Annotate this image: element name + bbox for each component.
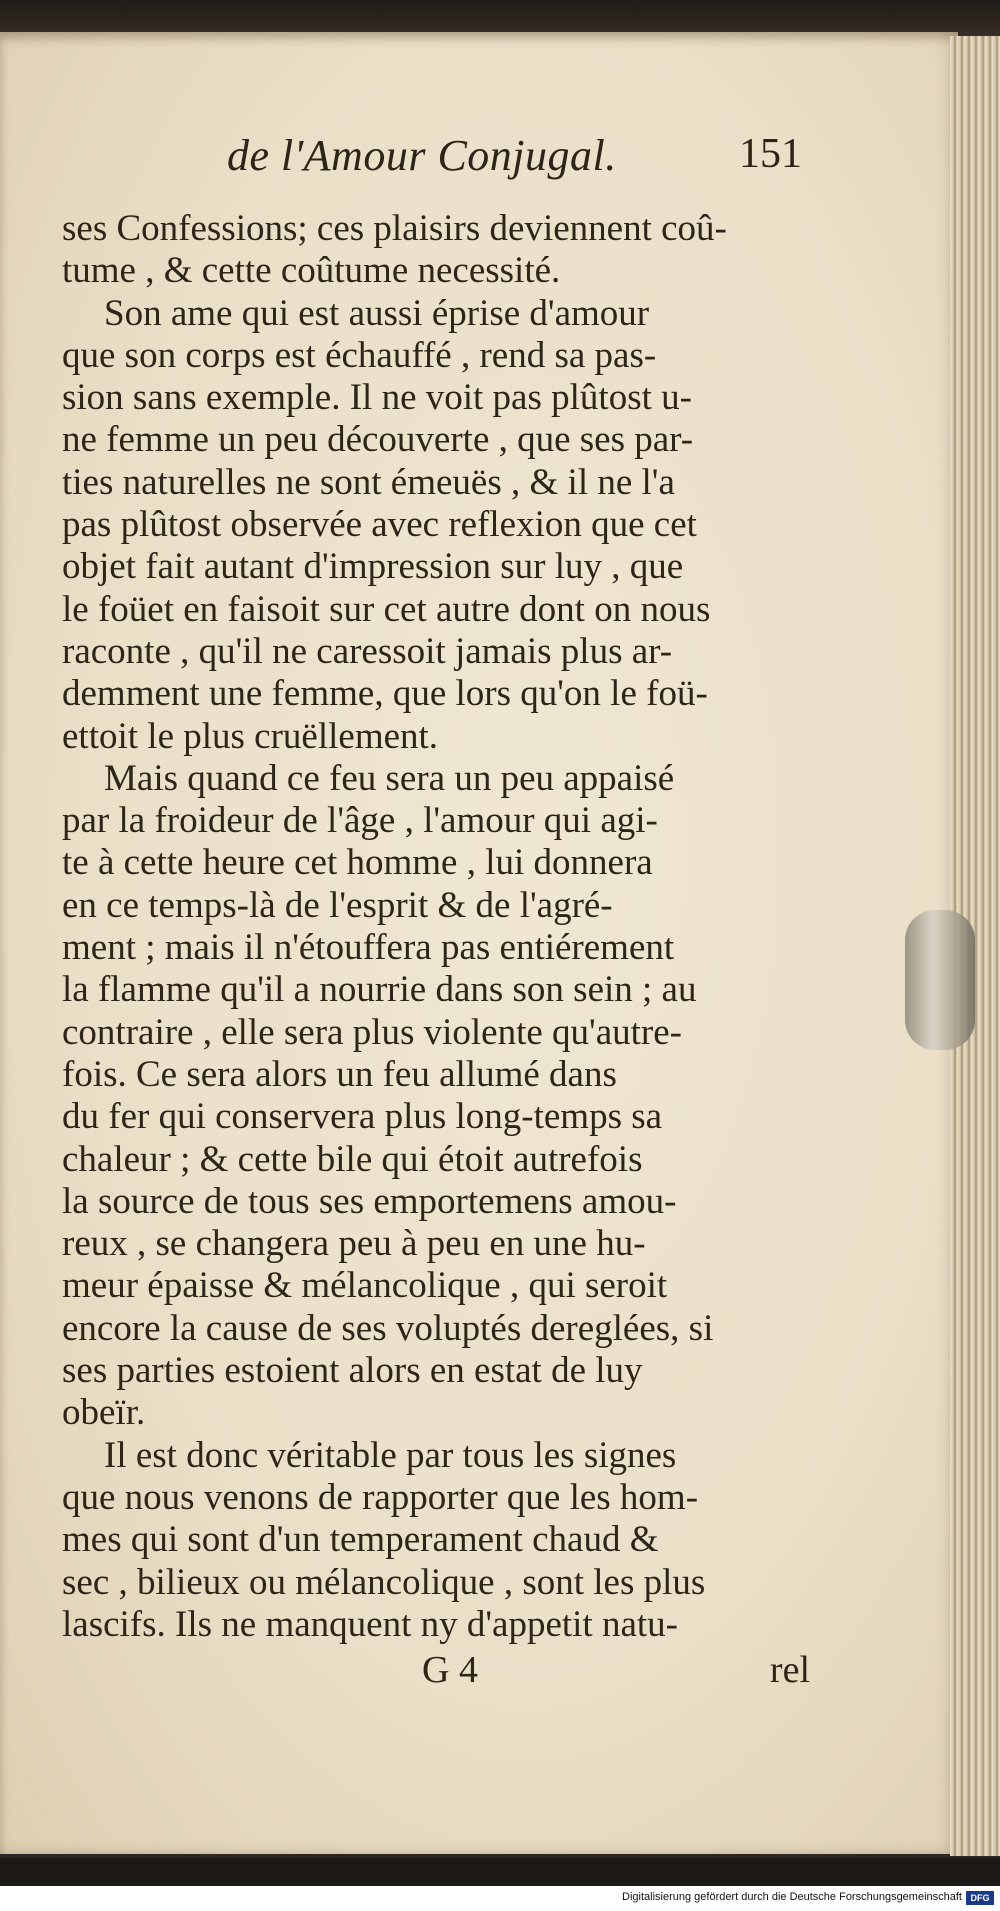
text-line: meur épaisse & mélancolique , qui seroit — [62, 1265, 668, 1307]
text-line: lascifs. Ils ne manquent ny d'appetit natu- — [62, 1603, 678, 1645]
text-line: Son ame qui est aussi éprise d'amour — [104, 292, 650, 334]
text-line: Mais quand ce feu sera un peu appaisé — [104, 757, 675, 799]
text-line: ses parties estoient alors en estat de luy — [62, 1350, 643, 1392]
text-line: le foüet en faisoit sur cet autre dont on nous — [62, 588, 711, 630]
text-line: en ce temps-là de l'esprit & de l'agré- — [62, 884, 613, 926]
text-line: reux , se changera peu à peu en une hu- — [62, 1223, 646, 1265]
body-text — [62, 208, 810, 1646]
running-head: de l'Amour Conjugal. — [227, 131, 617, 180]
text-line: mes qui sont d'un temperament chaud & — [62, 1519, 659, 1561]
page-footer — [62, 1648, 810, 1698]
text-line: ties naturelles ne sont émeuës , & il ne l'a — [62, 461, 675, 503]
text-line: tume , & cette coûtume necessité. — [62, 250, 561, 292]
text-line: te à cette heure cet homme , lui donnera — [62, 842, 653, 884]
text-line: ment ; mais il n'étouffera pas entiérement — [62, 927, 675, 969]
text-line: sion sans exemple. Il ne voit pas plûtost u- — [62, 377, 692, 419]
attribution-text: Digitalisierung gefördert durch die Deutsche Forschungsgemeinschaft — [622, 1891, 962, 1903]
text-line: fois. Ce sera alors un feu allumé dans — [62, 1053, 617, 1095]
text-line: que nous venons de rapporter que les hom- — [62, 1476, 699, 1518]
text-line: ne femme un peu découverte , que ses par- — [62, 419, 694, 461]
text-line: pas plûtost observée avec reflexion que cet — [62, 504, 697, 546]
paragraph — [62, 208, 810, 293]
paragraph — [62, 293, 810, 758]
text-line: ses Confessions; ces plaisirs deviennent coû- — [62, 208, 727, 249]
text-line: la flamme qu'il a nourrie dans son sein ; au — [62, 969, 697, 1011]
text-line: objet fait autant d'impression sur luy , que — [62, 546, 684, 588]
text-line: sec , bilieux ou mélancolique , sont les plus — [62, 1561, 706, 1603]
text-line: encore la cause de ses voluptés dereglées, si — [62, 1307, 714, 1349]
attribution-bar — [0, 1886, 1000, 1911]
text-line: Il est donc véritable par tous les signes — [104, 1434, 677, 1476]
page-clip — [905, 910, 975, 1050]
paragraph — [62, 1435, 810, 1646]
text-line: raconte , qu'il ne caressoit jamais plus ar- — [62, 630, 673, 672]
page-header — [62, 130, 802, 190]
text-line: obeïr. — [62, 1392, 146, 1434]
signature-mark: G 4 — [422, 1649, 478, 1691]
text-line: demment une femme, que lors qu'on le foü- — [62, 673, 708, 715]
dfg-logo: DFG — [966, 1891, 994, 1905]
text-line: contraire , elle sera plus violente qu'autre- — [62, 1011, 682, 1053]
text-line: ettoit le plus cruëllement. — [62, 715, 439, 757]
text-line: la source de tous ses emportemens amou- — [62, 1180, 677, 1222]
paragraph — [62, 758, 810, 1435]
text-line: chaleur ; & cette bile qui étoit autrefois — [62, 1138, 643, 1180]
page-number: 151 — [739, 131, 802, 177]
catchword: rel — [769, 1649, 810, 1691]
text-line: du fer qui conservera plus long-temps sa — [62, 1096, 663, 1138]
text-line: que son corps est échauffé , rend sa pas- — [62, 334, 657, 376]
scan-background-bottom — [0, 1858, 1000, 1886]
text-line: par la froideur de l'âge , l'amour qui agi- — [62, 800, 658, 842]
